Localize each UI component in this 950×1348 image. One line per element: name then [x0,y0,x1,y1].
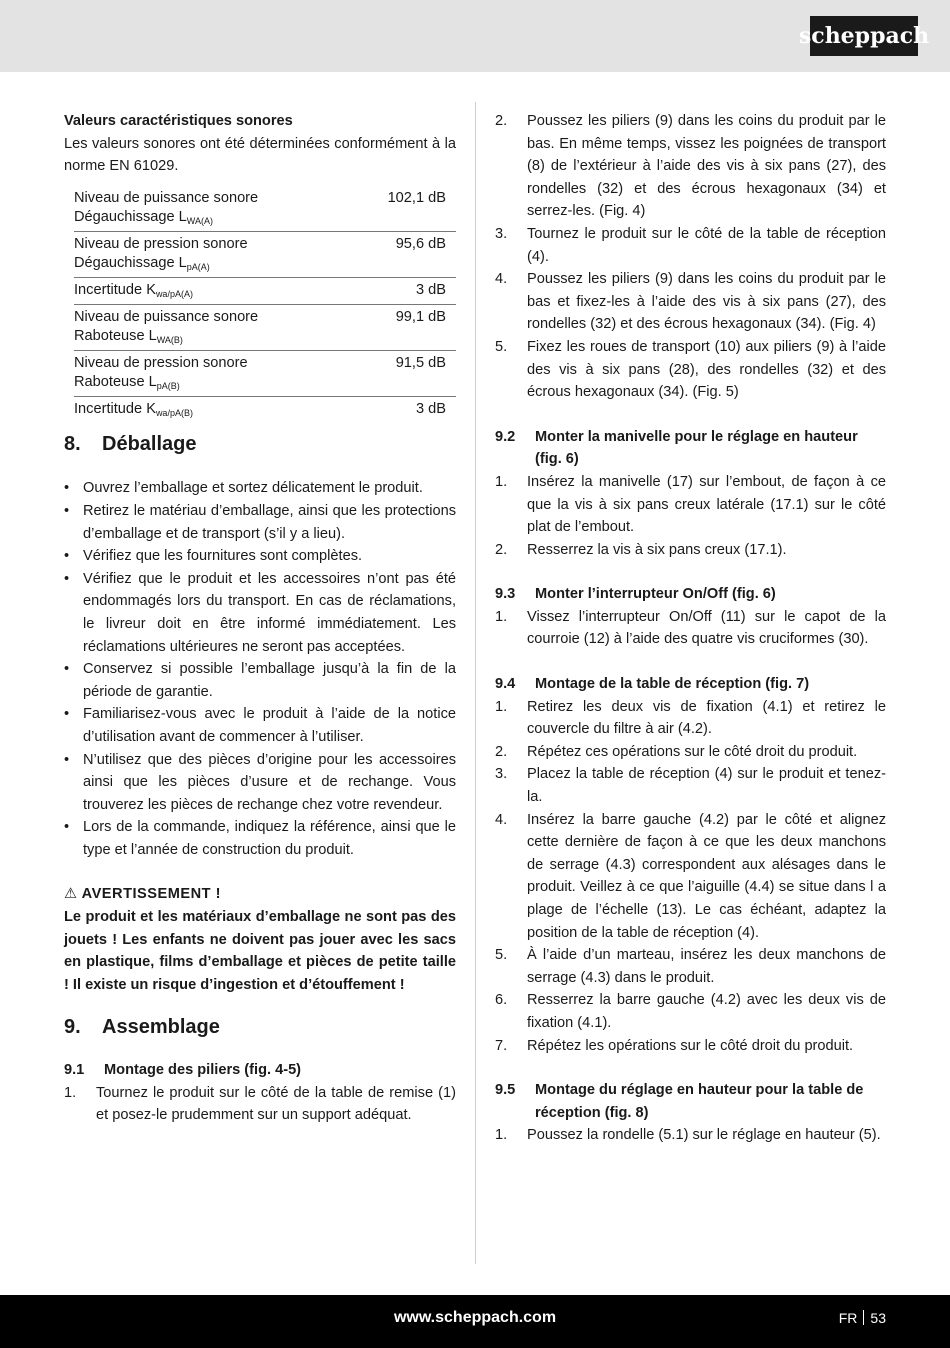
step-item [495,223,886,268]
footer-band [0,1295,950,1348]
step-text: Fixez les roues de transport (10) aux piliers (9) à l’aide des vis à six pans (28), des rondelles (32) et des écrous hexagonaux (34). (Fig. 5) [527,338,886,401]
sound-label [74,277,353,304]
sound-row [74,396,456,423]
step-number: 3. [495,766,508,783]
step-number: 5. [495,338,508,355]
subsection-title: Montage du réglage en hauteur pour la table de réception (fig. 8) [535,1082,864,1121]
step-number: 2. [495,743,508,760]
list-item [64,545,456,568]
sound-row [74,186,456,232]
bullet-marker: • [64,480,70,497]
step-item [495,696,886,741]
list-item [64,749,456,817]
section-9-2-heading [495,426,886,471]
language-code: FR [838,1310,858,1326]
step-number: 3. [495,225,508,242]
sound-label-subscript: WA(B) [156,334,183,345]
page-number: 53 [870,1310,886,1326]
pillar-steps-list [64,1082,456,1127]
sound-value: 99,1 dB [395,308,446,325]
sound-row [74,277,456,304]
step-text: Tournez le produit sur le côté de la table de remise (1) et posez-le prudemment sur un support adéquat. [96,1084,456,1124]
sound-label-line2: Raboteuse L [74,373,157,390]
section-9-5-heading [495,1079,886,1124]
step-item [495,763,886,808]
step-text: Insérez la barre gauche (4.2) par le côté et alignez cette dernière de façon à ce que les deux manchons de serrage (4.3) correspondent aux alésages dans le produit. Veillez à ce que l’aiguille (4.4) se situe dans l a plage de l’échelle (13). Le cas échéant, adaptez la position de la table de réception (4). [527,811,886,941]
subsection-title: Monter la manivelle pour le réglage en hauteur (fig. 6) [535,428,858,468]
sound-row [74,350,456,396]
sound-label [74,231,353,277]
crank-steps-list [495,471,886,561]
sound-label [74,186,353,232]
step-number: 7. [495,1037,508,1054]
unpacking-list [64,477,456,861]
warning-heading [64,883,456,906]
list-item [64,477,456,500]
step-number: 5. [495,947,508,964]
step-text: Resserrez la barre gauche (4.2) avec les deux vis de fixation (4.1). [527,992,886,1031]
section-9-3-heading [495,583,886,606]
section-9-4-heading [495,673,886,696]
sound-values-intro: Les valeurs sonores ont été déterminées conformément à la norme EN 61029. [64,135,456,175]
sound-label-line1: Niveau de pression sonore [74,354,248,371]
section-title: Déballage [102,432,197,455]
step-item [495,606,886,651]
sound-label [74,350,353,396]
sound-value: 102,1 dB [387,189,446,206]
step-text: Insérez la manivelle (17) sur l’embout, de façon à ce que la vis à six pans creux latérale (17.1) sur le côté plat de l’embout. [527,473,886,536]
page-indicator [839,1310,886,1326]
sound-label-line1: Niveau de pression sonore [74,235,248,252]
list-item [64,816,456,861]
sound-label-line1: Niveau de puissance sonore [74,308,259,325]
list-item-text: Vérifiez que les fournitures sont complètes. [83,548,363,565]
step-number: 4. [495,271,508,288]
sound-label [74,304,353,350]
website-link[interactable]: www.scheppach.com [393,1309,557,1326]
sound-label-line1: Incertitude K [74,281,156,298]
step-item [495,1124,886,1147]
sound-label-line1: Incertitude K [74,400,156,417]
table-steps-list [495,696,886,1058]
sound-label-line1: Niveau de puissance sonore [74,189,259,206]
step-text: Poussez la rondelle (5.1) sur le réglage en hauteur (5). [527,1127,881,1144]
step-item [495,741,886,764]
section-title: Assemblage [102,1016,220,1039]
step-number: 2. [495,113,508,129]
sound-value: 95,6 dB [395,235,446,252]
step-text: Poussez les piliers (9) dans les coins du produit par le bas et fixez-les à l’aide des vis à six pans (27), des rondelles (32) et des écrous hexagonaux (34). (Fig. 4) [527,271,886,333]
sound-label-line2: Raboteuse L [74,327,157,344]
list-item-text: Vérifiez que le produit et les accessoires n’ont pas été endommagés lors du transport. En cas de réclamations, le livreur doit en être informé immédiatement. Les réclamations ultérieures ne seront pas acceptées. [83,570,456,655]
list-item [64,658,456,703]
step-number: 6. [495,992,508,1009]
bullet-marker: • [64,751,70,768]
step-item [495,539,886,562]
step-text: Répétez ces opérations sur le côté droit du produit. [527,743,858,760]
bullet-marker: • [64,661,70,678]
subsection-number: 9.2 [495,428,516,445]
sound-label-subscript: wa/pA(A) [155,288,193,299]
separator [863,1310,864,1325]
list-item-text: Lors de la commande, indiquez la référence, ainsi que le type et l’année de construction du produit. [83,819,456,858]
step-item [495,809,886,945]
step-item [495,944,886,989]
sound-label-line2: Dégauchissage L [74,208,187,225]
subsection-title: Monter l’interrupteur On/Off (fig. 6) [535,586,776,603]
sound-value: 3 dB [415,400,446,417]
step-number: 1. [495,608,508,625]
subsection-number: 9.5 [495,1082,516,1099]
scheppach-logo: scheppach [810,16,918,56]
sound-row [74,231,456,277]
subsection-title: Montage des piliers (fig. 4-5) [104,1062,302,1079]
list-item [64,568,456,658]
list-item-text: Retirez le matériau d’emballage, ainsi que les protections d’emballage et de transport (s’il y a lieu). [83,502,456,542]
subsection-title: Montage de la table de réception (fig. 7) [535,676,810,693]
left-column [64,110,456,1127]
column-divider [475,102,476,1264]
list-item-text: Conservez si possible l’emballage jusqu’à la fin de la période de garantie. [83,661,456,700]
step-text: Tournez le produit sur le côté de la table de réception (4). [527,225,886,265]
section-number: 8. [64,432,81,455]
step-text: Resserrez la vis à six pans creux (17.1). [527,541,787,558]
sound-label-subscript: pA(A) [186,261,210,272]
sound-label [74,396,353,423]
sound-value: 3 dB [415,281,446,298]
step-number: 1. [495,473,508,490]
step-item [495,336,886,404]
pillar-steps-continued [495,110,886,404]
sound-row [74,304,456,350]
warning-title: AVERTISSEMENT ! [81,886,222,903]
step-number: 4. [495,811,508,828]
section-9-heading [64,1016,456,1039]
step-item [64,1082,456,1127]
sound-label-line2: Dégauchissage L [74,254,187,271]
bullet-marker: • [64,570,70,587]
list-item-text: N’utilisez que des pièces d’origine pour les accessoires ainsi que les pièces d’usure et de rechange. Vous trouverez les pièces de rechange chez votre revendeur. [83,751,456,813]
step-number: 1. [495,698,508,715]
step-text: Retirez les deux vis de fixation (4.1) et retirez le couvercle du filtre à air (4.2). [527,698,886,738]
subsection-number: 9.3 [495,586,516,603]
step-text: À l’aide d’un marteau, insérez les deux manchons de serrage (4.3) dans le produit. [527,947,886,986]
bullet-marker: • [64,502,70,519]
sound-label-subscript: WA(A) [186,215,213,226]
step-item [495,268,886,336]
warning-triangle-icon: ⚠ [64,886,78,903]
warning-text: Le produit et les matériaux d’emballage ne sont pas des jouets ! Les enfants ne doivent pas jouer avec les sacs en plastique, films d’emballage et pièces de petite taille ! Il existe un risque d’ingestion et d’étouffement ! [64,909,456,993]
step-number: 1. [495,1127,508,1144]
subsection-number: 9.1 [64,1062,85,1079]
step-number: 2. [495,541,508,558]
subsection-number: 9.4 [495,676,516,693]
sound-label-subscript: wa/pA(B) [155,407,193,418]
list-item-text: Ouvrez l’emballage et sortez délicatement le produit. [83,480,423,497]
section-8-heading [64,433,456,456]
bullet-marker: • [64,819,70,836]
step-text: Poussez les piliers (9) dans les coins du produit par le bas. En même temps, vissez les poignées de transport (8) de l’extérieur à l’aide des vis à six pans (27), des rondelles (32) et des écrous hexagonaux (34) et serrez-les. (Fig. 4) [527,113,886,220]
step-item [495,471,886,539]
section-number: 9. [64,1016,81,1039]
step-item [495,110,886,223]
step-item [495,989,886,1034]
switch-steps-list [495,606,886,651]
step-text: Placez la table de réception (4) sur le produit et tenez-la. [527,766,886,806]
section-9-1-heading [64,1059,456,1082]
height-adjust-steps-list [495,1124,886,1147]
bullet-marker: • [64,548,70,565]
right-column [495,110,886,1147]
list-item-text: Familiarisez-vous avec le produit à l’aide de la notice d’utilisation avant de commencer à l’utiliser. [83,706,456,745]
sound-values-title: Valeurs caractéristiques sonores [64,113,293,129]
list-item [64,500,456,545]
step-number: 1. [64,1084,77,1101]
bullet-marker: • [64,706,70,723]
step-text: Répétez les opérations sur le côté droit du produit. [527,1037,854,1054]
sound-value: 91,5 dB [395,354,446,371]
sound-values-table [74,186,456,423]
list-item [64,703,456,748]
step-text: Vissez l’interrupteur On/Off (11) sur le capot de la courroie (12) à l’aide des quatre vis cruciformes (30). [527,608,886,648]
step-item [495,1035,886,1058]
sound-label-subscript: pA(B) [156,380,180,391]
